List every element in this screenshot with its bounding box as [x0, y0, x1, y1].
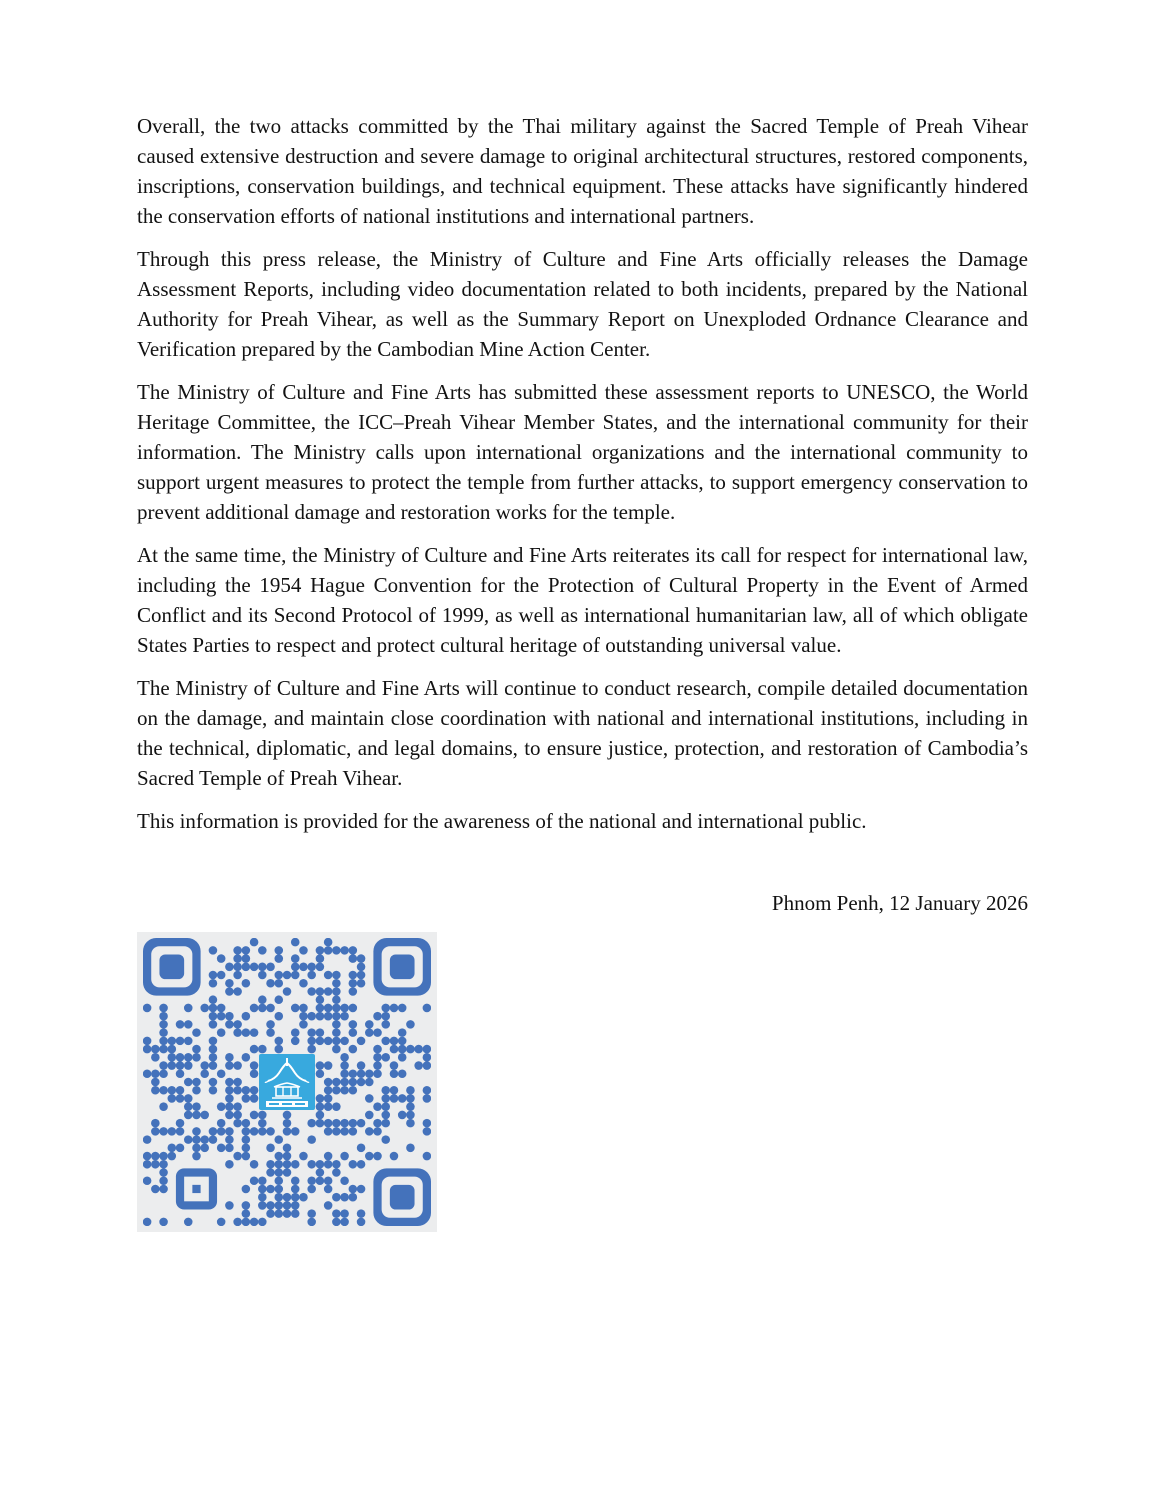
qr-code — [137, 932, 437, 1232]
paragraph: Overall, the two attacks committed by the Thai military against the Sacred Temple of Preah Vihear caused extensive destruction and severe damage to original architectural structures, restored components, inscriptions, conservation buildings, and technical equipment. These attacks have significantly hindered the conservation efforts of national institutions and international partners. — [137, 114, 1028, 228]
document-body — [137, 111, 1028, 1232]
dateline: Phnom Penh, 12 January 2026 — [771, 891, 1028, 915]
temple-logo-icon — [259, 1054, 315, 1110]
paragraph: This information is provided for the awareness of the national and international public. — [137, 809, 867, 833]
paragraph: The Ministry of Culture and Fine Arts has submitted these assessment reports to UNESCO, the World Heritage Committee, the ICC–Preah Vihear Member States, and the international community for their information. The Ministry calls upon international organizations and the international community to support urgent measures to protect the temple from further attacks, to support emergency conservation to prevent additional damage and restoration works for the temple. — [137, 380, 1028, 524]
paragraph: At the same time, the Ministry of Culture and Fine Arts reiterates its call for respect for international law, including the 1954 Hague Convention for the Protection of Cultural Property in the Event of Armed Conflict and its Second Protocol of 1999, as well as international humanitarian law, all of which obligate States Parties to respect and protect cultural heritage of outstanding universal value. — [137, 543, 1028, 657]
paragraph: Through this press release, the Ministry of Culture and Fine Arts officially releases the Damage Assessment Reports, including video documentation related to both incidents, prepared by the National Authority for Preah Vihear, as well as the Summary Report on Unexploded Ordnance Clearance and Verification prepared by the Cambodian Mine Action Center. — [137, 247, 1028, 361]
paragraph: The Ministry of Culture and Fine Arts will continue to conduct research, compile detailed documentation on the damage, and maintain close coordination with national and international institutions, including in the technical, diplomatic, and legal domains, to ensure justice, protection, and restoration of Cambodia’s Sacred Temple of Preah Vihear. — [137, 676, 1028, 790]
